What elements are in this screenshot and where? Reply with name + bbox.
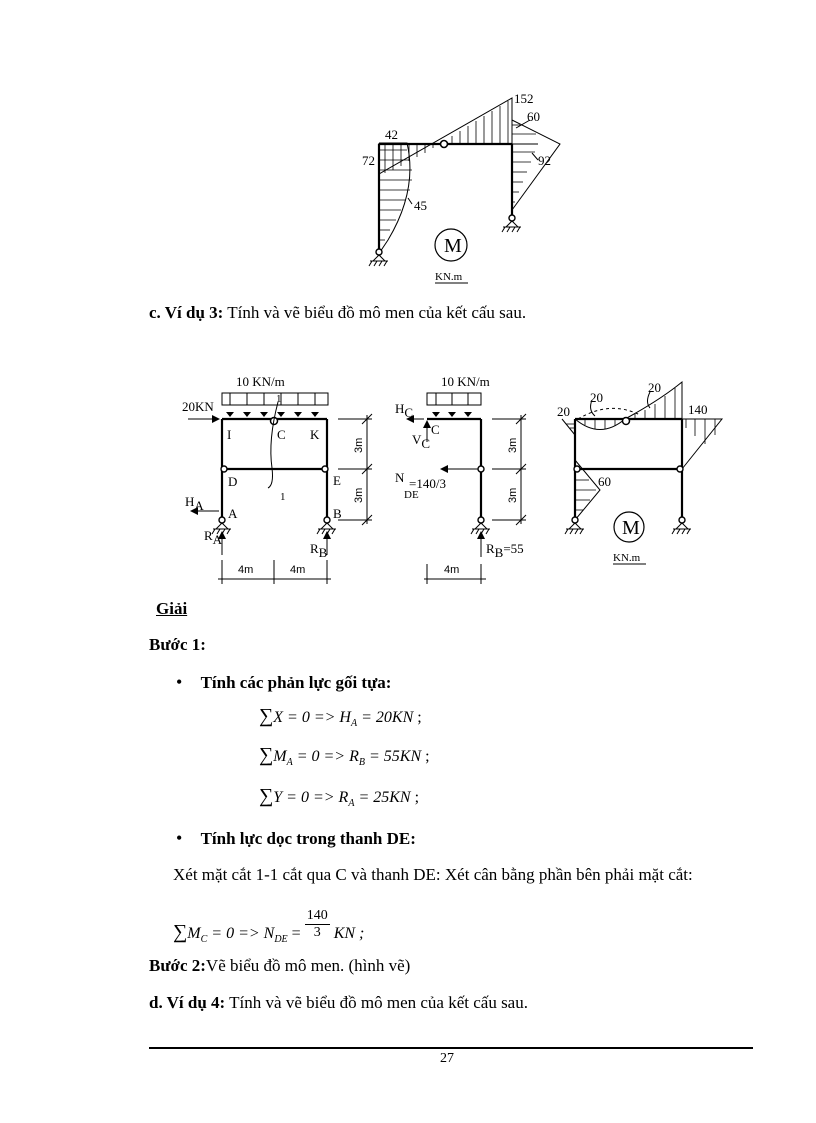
fig2-dim-h2: 3m [507, 487, 519, 503]
fig3-unit: KN.m [613, 552, 641, 564]
fig2-RB: RB=55 [486, 541, 524, 560]
fig1-dim-h2: 3m [353, 487, 365, 503]
example4-heading: d. Ví dụ 4: [149, 993, 226, 1012]
figure-row [0, 360, 816, 660]
bullet-reactions [176, 671, 391, 694]
fig2-dim-w: 4m [444, 564, 460, 576]
value-45: 45 [414, 198, 427, 213]
example4-line [149, 992, 528, 1014]
bullet-dot-icon: • [176, 828, 183, 848]
fig1-dim-w1: 4m [238, 564, 254, 576]
fig3-value-20-b: 20 [590, 390, 603, 405]
fig1-label-A: A [228, 506, 238, 521]
fig1-label-I: I [227, 427, 232, 442]
frame-figure [182, 374, 372, 584]
fig1-label-C: C [277, 427, 286, 442]
bullet-reactions-text: Tính các phản lực gối tựa: [200, 673, 392, 692]
fig2-N-sub: DE [404, 489, 419, 501]
fig1-label-K: K [310, 427, 320, 442]
fig1-HA: HA [185, 494, 204, 513]
step1-label: Bước 1: [149, 635, 206, 654]
fig2-N: N [395, 470, 405, 485]
hinge [441, 141, 448, 148]
solution-title: Giải [156, 599, 188, 618]
value-152: 152 [514, 91, 534, 106]
fraction-denominator: 3 [313, 925, 321, 940]
fig1-label-B: B [333, 506, 342, 521]
fig1-label-D: D [228, 474, 238, 489]
section-paragraph: Xét mặt cắt 1-1 cắt qua C và thanh DE: Xét cân bằng phần bên phải mặt cắt: [173, 865, 693, 884]
fig3-value-20-c: 20 [648, 380, 661, 395]
fig2-N-value: =140/3 [409, 476, 446, 491]
page-number: 27 [440, 1051, 454, 1066]
fig1-dim-h1: 3m [353, 437, 365, 453]
example4-text: Tính và vẽ biểu đồ mô men của kết cấu sau. [225, 993, 528, 1012]
moment-diagram-top [0, 0, 816, 300]
fig2-VC: VC [412, 432, 431, 451]
beam-hatch [385, 101, 508, 173]
equation-sum-ma: $\sum M_A = 0 => R_B = 55KN$ ; [259, 744, 430, 769]
example3-text: Tính và vẽ biểu đồ mô men của kết cấu sau. [223, 303, 527, 322]
fig1-load-label: 10 KN/m [236, 374, 285, 389]
fig1-section-top: 1 [276, 393, 282, 405]
fig1-dim-w2: 4m [290, 564, 306, 576]
fig3-value-20-a: 20 [557, 404, 570, 419]
free-body-figure [395, 374, 526, 584]
equation-sum-x: $\sum X = 0 => H_A = 20KN$ ; [259, 705, 422, 730]
example3-line [149, 302, 526, 324]
step2-text: Vẽ biểu đồ mô men. (hình vẽ) [205, 956, 411, 975]
moment-diagram-example3 [557, 380, 722, 564]
fig2-dim-h1: 3m [507, 437, 519, 453]
fig1-force-label: 20KN [182, 399, 214, 414]
equation-sum-y: $\sum Y = 0 => R_A = 25KN$ ; [259, 785, 420, 810]
fig1-RB: RB [310, 541, 328, 560]
fig3-value-140: 140 [688, 402, 708, 417]
value-42: 42 [385, 127, 398, 142]
fig1-section-bottom: 1 [280, 491, 286, 503]
fig2-HC: HC [395, 401, 414, 420]
unit-label: KN.m [435, 271, 463, 283]
moment-symbol: M [444, 235, 462, 257]
bullet-dot-icon: • [176, 672, 183, 692]
right-column-hatch [512, 125, 536, 202]
fig1-label-E: E [333, 473, 341, 488]
value-72: 72 [362, 153, 375, 168]
value-92: 92 [538, 153, 551, 168]
value-60: 60 [527, 109, 540, 124]
fraction-numerator: 140 [306, 908, 328, 923]
equation-sum-mc: $\sum M_C = 0 => N_{DE}$ = $\frac{140}{3}$ KN ; [173, 908, 365, 946]
step2-line [149, 955, 410, 977]
fig1-RA: RA [204, 528, 223, 547]
fig3-value-60: 60 [598, 474, 611, 489]
example3-heading: c. Ví dụ 3: [149, 303, 224, 322]
fig2-C: C [431, 422, 440, 437]
fig3-moment-symbol: M [622, 517, 640, 539]
bullet-axial-text: Tính lực dọc trong thanh DE: [200, 829, 416, 848]
fig2-load-label: 10 KN/m [441, 374, 490, 389]
support-right [502, 215, 521, 232]
step2-label: Bước 2: [149, 956, 206, 975]
footer-rule [149, 1047, 753, 1049]
support-left [369, 249, 388, 266]
bullet-axial-force [176, 827, 416, 850]
